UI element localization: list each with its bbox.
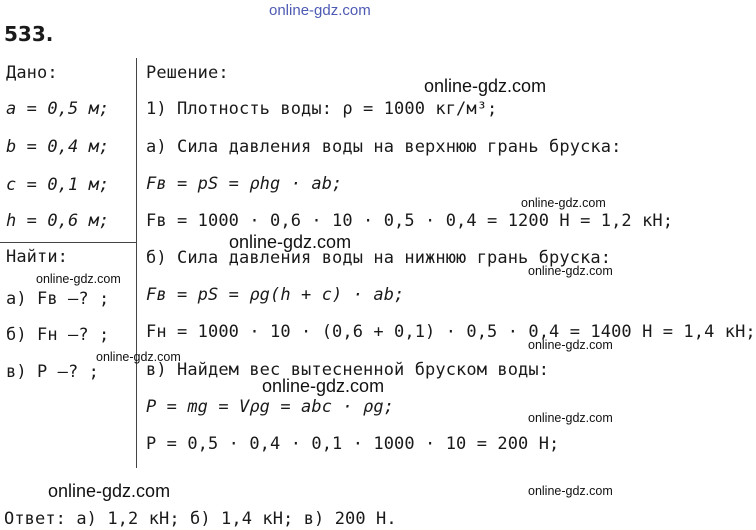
watermark-top: online-gdz.com: [269, 2, 371, 19]
watermark: online-gdz.com: [48, 481, 171, 501]
watermark: online-gdz.com: [262, 376, 385, 396]
solution-line-9: P = mg = Vρg = abc · ρg;: [146, 397, 395, 417]
find-b: б) Fн –? ;: [6, 325, 110, 345]
problem-number: 533.: [4, 22, 54, 46]
solution-title: Решение:: [146, 63, 229, 83]
watermark: online-gdz.com: [424, 76, 547, 96]
given-h: h = 0,6 м;: [6, 211, 110, 231]
horizontal-divider: [0, 242, 137, 243]
solution-line-4: Fв = 1000 · 0,6 · 10 · 0,5 · 0,4 = 1200 Н = 1,2 кН;: [146, 211, 674, 231]
solution-line-1: 1) Плотность воды: ρ = 1000 кг/м³;: [146, 99, 498, 119]
watermark: online-gdz.com: [528, 338, 613, 352]
find-c: в) P –? ;: [6, 362, 100, 382]
watermark: online-gdz.com: [96, 350, 181, 364]
solution-line-8: в) Найдем вес вытесненной бруском воды:: [146, 360, 550, 380]
find-a: а) Fв –? ;: [6, 289, 110, 309]
watermark: online-gdz.com: [528, 264, 613, 278]
solution-line-2: а) Сила давления воды на верхнюю грань бруска:: [146, 137, 622, 157]
given-c: c = 0,1 м;: [6, 175, 110, 195]
given-b: b = 0,4 м;: [6, 137, 110, 157]
given-a: a = 0,5 м;: [6, 99, 110, 119]
watermark: online-gdz.com: [528, 411, 613, 425]
watermark: online-gdz.com: [521, 196, 606, 210]
find-title: Найти:: [6, 247, 69, 267]
answer: Ответ: а) 1,2 кН; б) 1,4 кН; в) 200 Н.: [4, 509, 397, 529]
solution-line-3: Fв = pS = ρhg · ab;: [146, 174, 343, 194]
watermark: online-gdz.com: [528, 484, 613, 498]
solution-line-6: Fв = pS = ρg(h + c) · ab;: [146, 285, 405, 305]
solution-line-10: P = 0,5 · 0,4 · 0,1 · 1000 · 10 = 200 Н;: [146, 434, 560, 454]
vertical-divider: [136, 58, 137, 468]
watermark: online-gdz.com: [229, 232, 352, 252]
solution-line-5: б) Сила давления воды на нижнюю грань бруска:: [146, 248, 612, 268]
watermark: online-gdz.com: [36, 272, 121, 286]
solution-line-7: Fн = 1000 · 10 · (0,6 + 0,1) · 0,5 · 0,4 = 1400 Н = 1,4 кН;: [146, 322, 756, 342]
given-title: Дано:: [6, 63, 58, 83]
